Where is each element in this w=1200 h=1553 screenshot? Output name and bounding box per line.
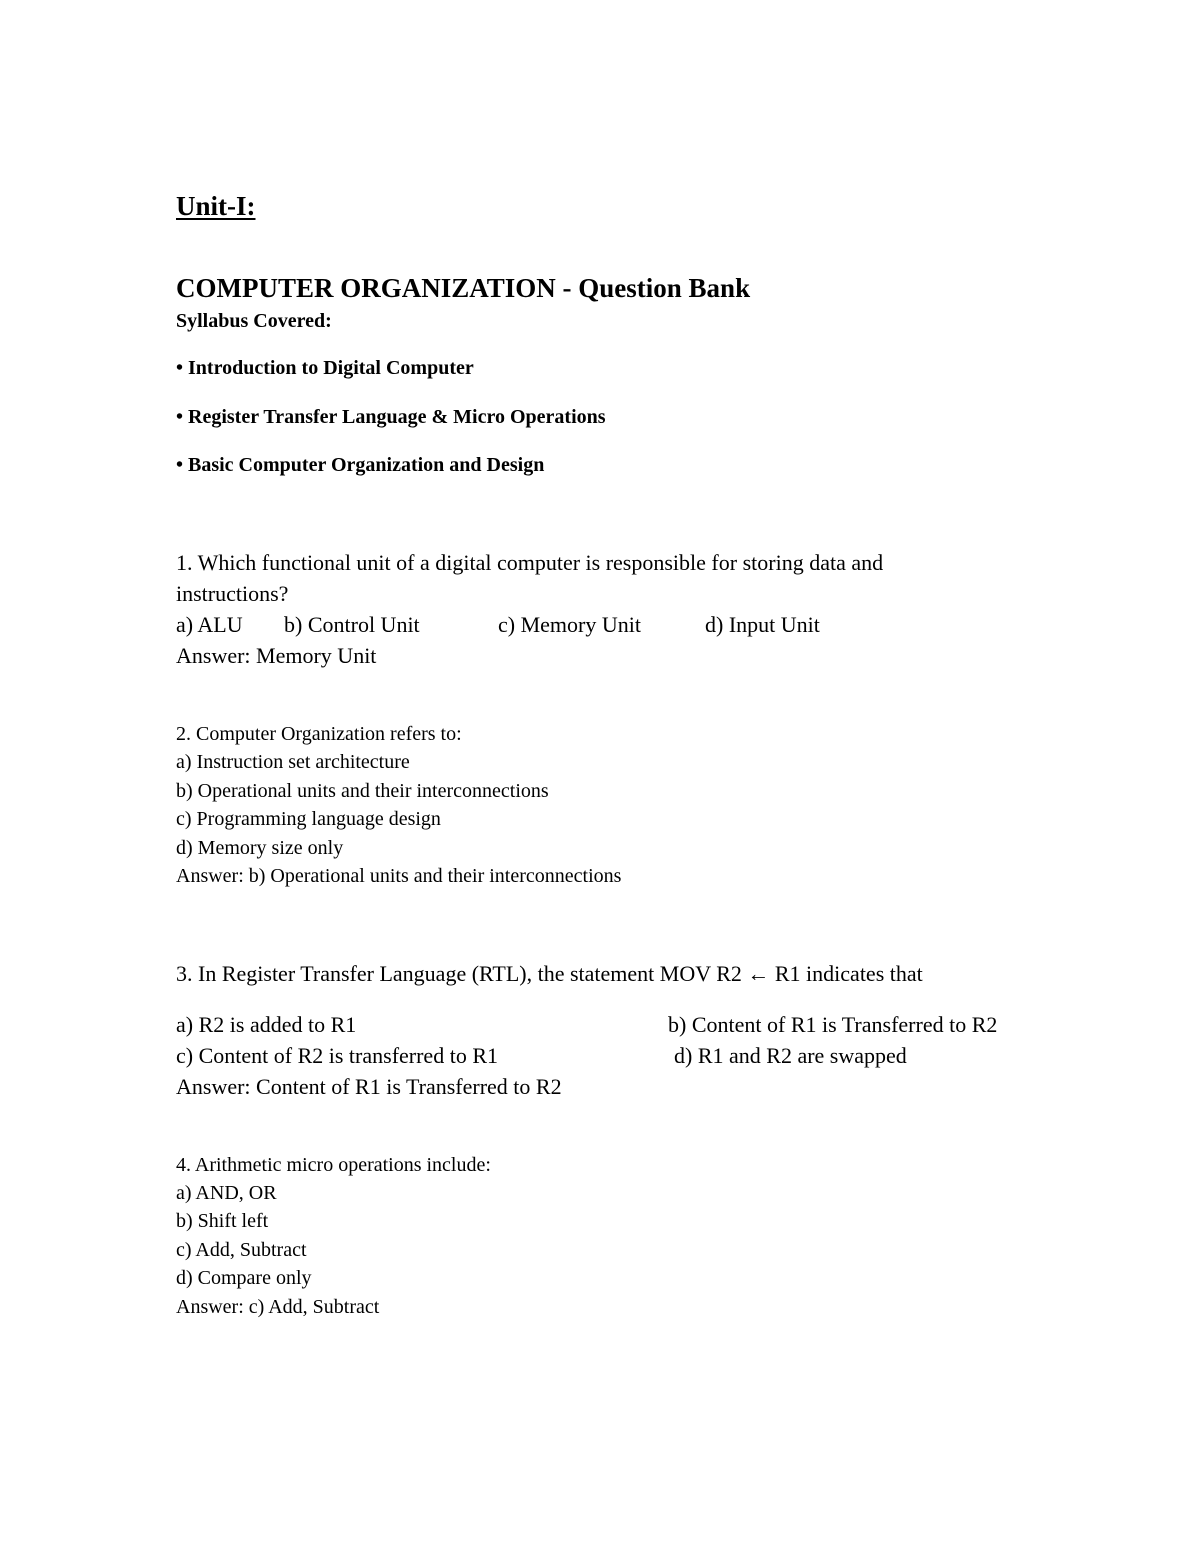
syllabus-heading: Syllabus Covered:: [176, 310, 332, 332]
question-3-option-a: a) R2 is added to R1: [176, 1012, 357, 1037]
syllabus-item: • Basic Computer Organization and Design: [176, 454, 545, 476]
question-4-option-d: d) Compare only: [176, 1267, 312, 1289]
question-1-text: 1. Which functional unit of a digital computer is responsible for storing data and: [176, 550, 884, 575]
question-1-option-a: a) ALU: [176, 612, 243, 637]
course-name: COMPUTER ORGANIZATION: [176, 273, 556, 303]
question-3-option-b: b) Content of R1 is Transferred to R2: [668, 1012, 998, 1037]
syllabus-item: • Introduction to Digital Computer: [176, 357, 474, 379]
question-3-text: 3. In Register Transfer Language (RTL), the statement MOV R2 ← R1 indicates that: [176, 961, 923, 986]
title-suffix: Question Bank: [578, 273, 751, 303]
document-title: [176, 275, 750, 302]
question-2-option-a: a) Instruction set architecture: [176, 751, 410, 773]
question-3-answer: Answer: Content of R1 is Transferred to R2: [176, 1074, 562, 1099]
question-1-option-c: c) Memory Unit: [498, 612, 641, 637]
question-1-option-b: b) Control Unit: [284, 612, 420, 637]
question-1-answer: Answer: Memory Unit: [176, 643, 377, 668]
question-4-option-a: a) AND, OR: [176, 1182, 277, 1204]
question-1-option-d: d) Input Unit: [705, 612, 820, 637]
question-3-option-d: d) R1 and R2 are swapped: [674, 1043, 907, 1068]
question-2-option-b: b) Operational units and their interconnections: [176, 780, 549, 802]
question-2-text: 2. Computer Organization refers to:: [176, 723, 462, 745]
title-separator: -: [555, 273, 579, 303]
question-4-text: 4. Arithmetic micro operations include:: [176, 1154, 491, 1176]
question-4-option-b: b) Shift left: [176, 1210, 269, 1232]
question-2-answer: Answer: b) Operational units and their interconnections: [176, 865, 622, 887]
question-4-option-c: c) Add, Subtract: [176, 1239, 307, 1261]
question-4-answer: Answer: c) Add, Subtract: [176, 1296, 380, 1318]
question-1-text-cont: instructions?: [176, 581, 289, 606]
unit-title: Unit-I:: [176, 191, 256, 221]
question-2-option-d: d) Memory size only: [176, 837, 344, 859]
syllabus-item: • Register Transfer Language & Micro Operations: [176, 406, 606, 428]
question-2-option-c: c) Programming language design: [176, 808, 441, 830]
question-3-option-c: c) Content of R2 is transferred to R1: [176, 1043, 498, 1068]
